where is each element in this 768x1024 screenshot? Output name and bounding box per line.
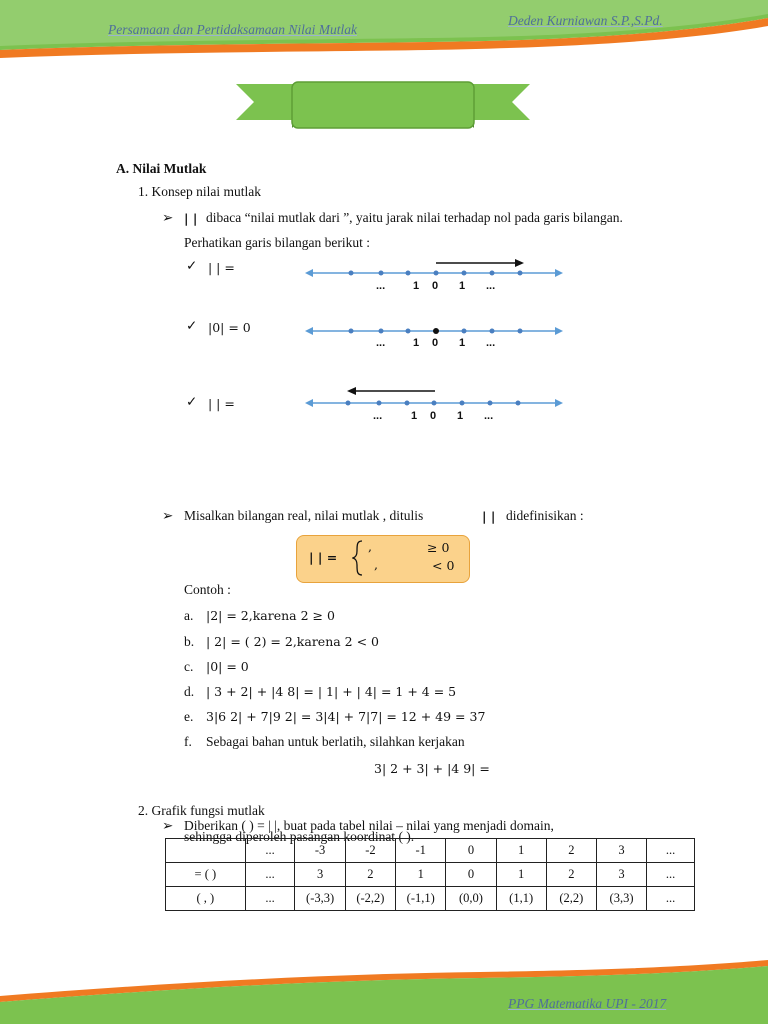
table-cell: ... <box>245 839 295 863</box>
example-expr: | 3 + 2| + |4 8| = | 1| + | 4| = 1 + 4 = 5 <box>206 684 457 699</box>
example-label: b. <box>184 634 195 649</box>
nl3-label-1-right: 1 <box>457 410 464 422</box>
table-cell: (0,0) <box>446 887 496 911</box>
table-cell: ... <box>647 863 695 887</box>
title-ribbon <box>236 76 530 132</box>
table-cell: 2 <box>546 863 596 887</box>
table-cell: -3 <box>295 839 345 863</box>
table-cell: (-3,3) <box>295 887 345 911</box>
table-cell: 3 <box>596 839 646 863</box>
nl3-label-dots-right: ... <box>484 410 494 422</box>
table-cell: 3 <box>295 863 345 887</box>
nl1-label-1-left: 1 <box>413 280 420 292</box>
table-row <box>166 887 695 911</box>
number-line-negative <box>305 383 565 413</box>
table-cell: = ( ) <box>166 863 246 887</box>
header-left-title: Persamaan dan Pertidaksamaan Nilai Mutlak <box>108 22 357 37</box>
table-cell: (-1,1) <box>396 887 446 911</box>
nl1-label-1-right: 1 <box>459 280 466 292</box>
bullet2-text-a: Misalkan bilangan real, nilai mutlak , ditulis <box>184 508 424 523</box>
example-label: c. <box>184 659 194 674</box>
table-cell: 0 <box>446 839 496 863</box>
example-text: Sebagai bahan untuk berlatih, silahkan kerjakan <box>206 734 465 749</box>
nl1-label-dots-right: ... <box>486 280 496 292</box>
table-cell: ... <box>245 863 295 887</box>
example-label: a. <box>184 608 194 623</box>
bullet-arrow-icon: ➢ <box>162 210 174 225</box>
section2-bullet-line1: Diberikan ( ) = | |, buat pada tabel nilai – nilai yang menjadi domain, <box>184 818 554 833</box>
bullet1-line2: Perhatikan garis bilangan berikut : <box>184 235 370 250</box>
table-cell: (2,2) <box>546 887 596 911</box>
example-label: d. <box>184 684 195 699</box>
item-1-concept: 1. Konsep nilai mutlak <box>138 184 261 199</box>
bullet-arrow-icon: ➢ <box>162 508 174 523</box>
table-cell: ( , ) <box>166 887 246 911</box>
example-label: e. <box>184 709 194 724</box>
bullet2-text-b: didefinisikan : <box>506 508 584 523</box>
check-icon: ✓ <box>186 394 198 409</box>
table-cell: (1,1) <box>496 887 546 911</box>
table-row <box>166 839 695 863</box>
def-lhs: | | = <box>309 550 338 565</box>
check-icon: ✓ <box>186 318 198 333</box>
table-cell: 1 <box>496 839 546 863</box>
example-expr: | 2| = ( 2) = 2,karena 2 < 0 <box>206 634 379 649</box>
example-label: f. <box>184 734 192 749</box>
nl3-label-0: 0 <box>430 410 437 422</box>
nl1-label-dots-left: ... <box>376 280 386 292</box>
table-cell: 0 <box>446 863 496 887</box>
table-cell: ... <box>647 839 695 863</box>
section-a-heading: A. Nilai Mutlak <box>116 161 207 176</box>
nl1-label-0: 0 <box>432 280 439 292</box>
example-expr: 3|6 2| + 7|9 2| = 3|4| + 7|7| = 12 + 49 = 37 <box>206 709 486 724</box>
section2-bullet-line2: sehingga diperoleh pasangan koordinat ( ). <box>184 829 415 844</box>
nl2-label-0: 0 <box>432 337 439 349</box>
footer-banner <box>0 954 768 1024</box>
nl3-label-1-left: 1 <box>411 410 418 422</box>
table-cell: -2 <box>345 839 395 863</box>
def-row1-comma: , <box>368 539 372 554</box>
example-expr: |0| = 0 <box>206 659 249 674</box>
table-cell: 1 <box>396 863 446 887</box>
table-cell: (3,3) <box>596 887 646 911</box>
nl3-label-dots-left: ... <box>373 410 383 422</box>
example-expr: |2| = 2,karena 2 ≥ 0 <box>206 608 335 623</box>
table-cell: ... <box>647 887 695 911</box>
nl2-label-dots-left: ... <box>376 337 386 349</box>
bullet1-text: dibaca “nilai mutlak dari ”, yaitu jarak nilai terhadap nol pada garis bilangan. <box>206 210 623 225</box>
check-icon: ✓ <box>186 258 198 273</box>
check1-expr: | | = <box>208 260 235 275</box>
def-row2-cond: < 0 <box>432 558 455 573</box>
nl2-label-1-left: 1 <box>413 337 420 349</box>
values-table <box>165 838 695 911</box>
check2-expr: |0| = 0 <box>208 320 251 335</box>
bullet-arrow-icon: ➢ <box>162 818 174 833</box>
nl2-label-dots-right: ... <box>486 337 496 349</box>
table-cell: 3 <box>596 863 646 887</box>
table-cell <box>166 839 246 863</box>
bullet1-bars: | | <box>184 211 198 226</box>
check3-expr: | | = <box>208 396 235 411</box>
item-2-graph: 2. Grafik fungsi mutlak <box>138 803 265 818</box>
table-cell: 2 <box>546 839 596 863</box>
table-row <box>166 863 695 887</box>
table-cell: ... <box>245 887 295 911</box>
def-row1-cond: ≥ 0 <box>427 540 450 555</box>
header-right-author: Deden Kurniawan S.P.,S.Pd. <box>508 13 663 28</box>
table-cell: 2 <box>345 863 395 887</box>
nl2-label-1-right: 1 <box>459 337 466 349</box>
def-row2-comma: , <box>374 557 378 572</box>
table-cell: -1 <box>396 839 446 863</box>
contoh-heading: Contoh : <box>184 582 231 597</box>
table-cell: 1 <box>496 863 546 887</box>
brace-icon <box>352 539 364 577</box>
exercise-expr: 3| 2 + 3| + |4 9| = <box>374 761 490 776</box>
footer-text: PPG Matematika UPI - 2017 <box>508 996 667 1011</box>
bullet2-bars: | | <box>482 509 496 524</box>
table-cell: (-2,2) <box>345 887 395 911</box>
